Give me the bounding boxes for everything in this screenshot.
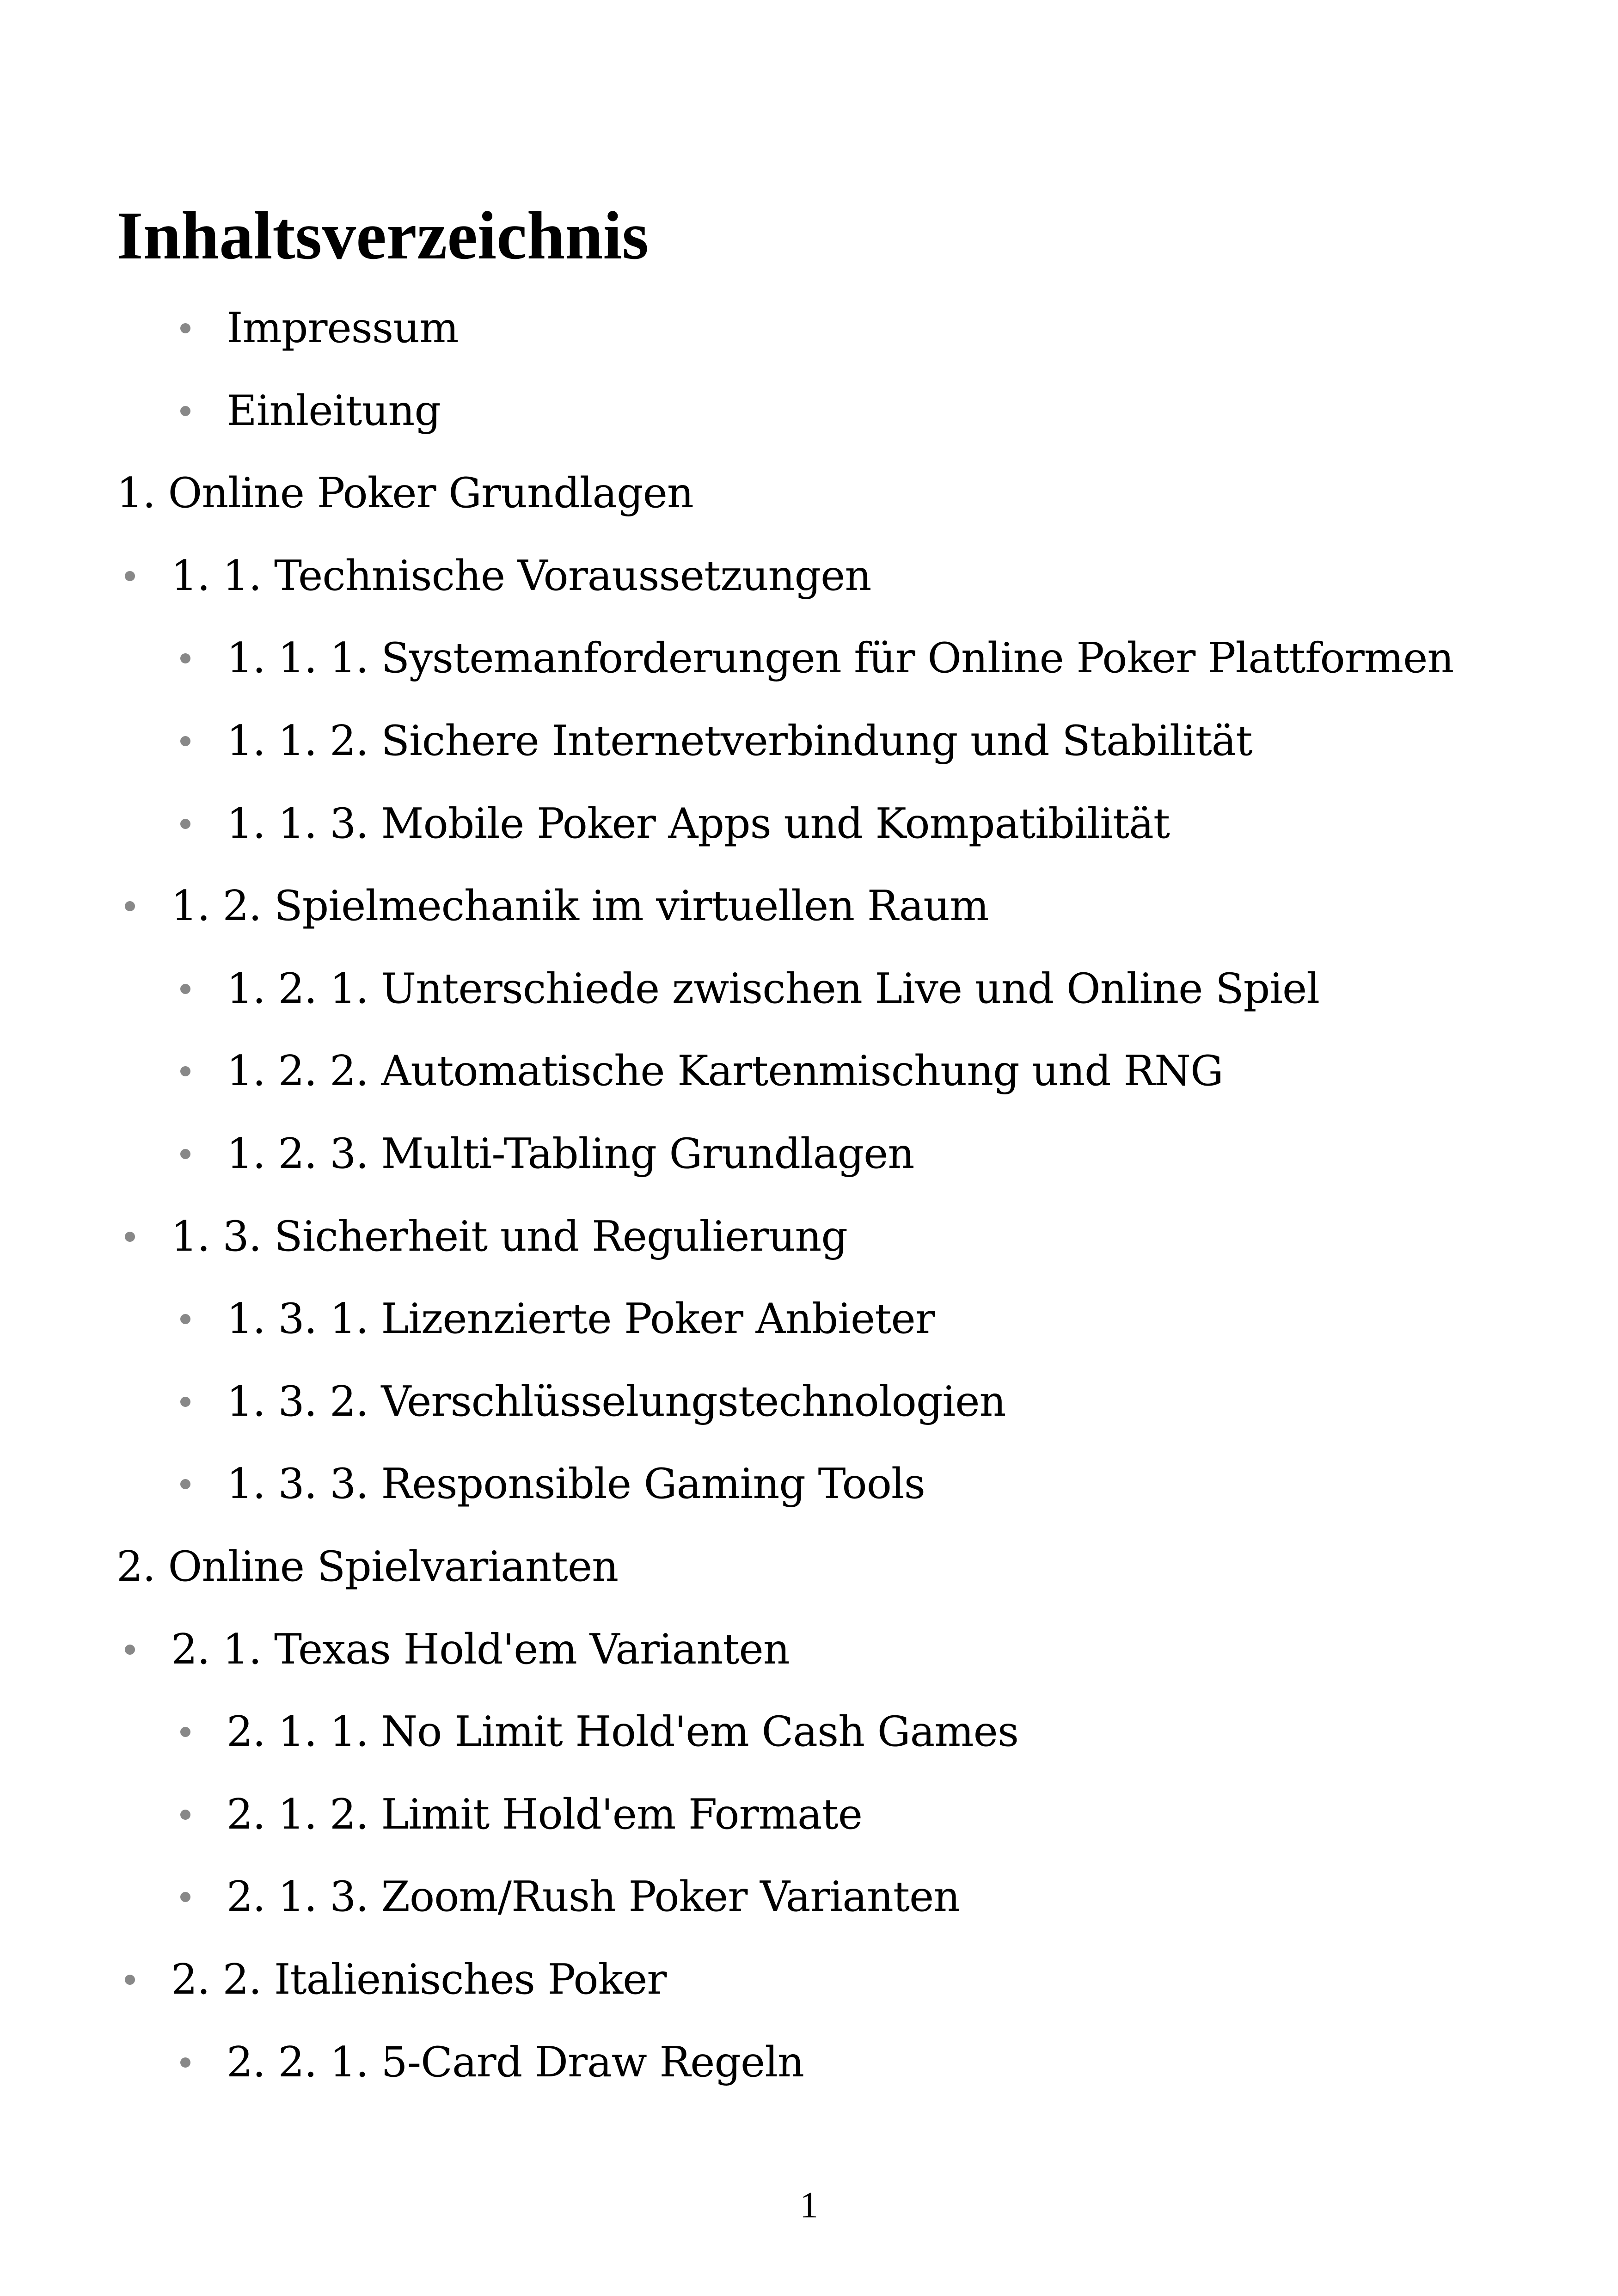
toc-entry[interactable]	[171, 546, 871, 606]
toc-entry[interactable]	[171, 1207, 847, 1267]
toc-entry-label: 1. 2. 2. Automatische Kartenmischung und RNG	[227, 1047, 1223, 1095]
toc-entry[interactable]	[171, 1950, 666, 2010]
bullet-icon	[180, 736, 190, 746]
toc-entry-label: 1. 3. 2. Verschlüsselungstechnologien	[227, 1377, 1006, 1426]
toc-entry-label: 1. 3. 1. Lizenzierte Poker Anbieter	[227, 1295, 935, 1343]
toc-entry-label: 1. 1. 3. Mobile Poker Apps und Kompatibilität	[227, 799, 1170, 848]
page-number: 1	[800, 2185, 818, 2226]
toc-entry-label: 1. 2. 3. Multi-Tabling Grundlagen	[227, 1130, 914, 1178]
bullet-icon	[180, 2057, 190, 2068]
toc-entry[interactable]	[171, 876, 989, 936]
toc-entry-label: 2. 1. 3. Zoom/Rush Poker Varianten	[227, 1872, 960, 1921]
toc-entry[interactable]	[227, 1867, 960, 1927]
bullet-icon	[125, 901, 135, 911]
toc-entry[interactable]	[227, 1041, 1223, 1101]
toc-entry[interactable]	[116, 463, 693, 523]
toc-entry[interactable]	[227, 1124, 914, 1184]
toc-entry-label: 2. 2. 1. 5-Card Draw Regeln	[227, 2038, 804, 2087]
bullet-icon	[180, 1727, 190, 1737]
toc-entry-label: 2. 1. 2. Limit Hold'em Formate	[227, 1790, 863, 1839]
bullet-icon	[180, 1149, 190, 1159]
toc-entry[interactable]	[227, 794, 1170, 854]
toc-entry-label: 1. 2. 1. Unterschiede zwischen Live und Online Spiel	[227, 964, 1320, 1013]
toc-entry-label: 2. 1. 1. No Limit Hold'em Cash Games	[227, 1707, 1019, 1756]
toc-entry-label: 1. 1. Technische Voraussetzungen	[171, 552, 871, 600]
bullet-icon	[125, 571, 135, 581]
bullet-icon	[180, 1810, 190, 1820]
toc-entry-label: 2. Online Spielvarianten	[116, 1542, 619, 1591]
toc-entry-label: 1. 1. 2. Sichere Internetverbindung und Stabilität	[227, 717, 1252, 765]
page-title: Inhaltsverzeichnis	[116, 198, 649, 274]
bullet-icon	[125, 1975, 135, 1985]
toc-entry[interactable]	[171, 1620, 790, 1680]
bullet-icon	[180, 1479, 190, 1489]
toc-entry[interactable]	[227, 628, 1453, 688]
toc-entry[interactable]	[227, 711, 1252, 771]
bullet-icon	[180, 984, 190, 994]
bullet-icon	[125, 1232, 135, 1242]
bullet-icon	[125, 1645, 135, 1655]
toc-entry[interactable]	[227, 1454, 925, 1514]
toc-entry[interactable]	[227, 2032, 804, 2093]
toc-entry[interactable]	[116, 1537, 618, 1597]
bullet-icon	[180, 1892, 190, 1902]
toc-entry-label: 2. 1. Texas Hold'em Varianten	[171, 1625, 790, 1674]
toc-entry[interactable]	[227, 381, 441, 441]
toc-entry-label: 2. 2. Italienisches Poker	[171, 1955, 667, 2004]
toc-entry-label: 1. 1. 1. Systemanforderungen für Online Poker Plattformen	[227, 634, 1454, 682]
bullet-icon	[180, 1314, 190, 1324]
bullet-icon	[180, 653, 190, 663]
toc-entry-label: 1. 2. Spielmechanik im virtuellen Raum	[171, 882, 989, 930]
bullet-icon	[180, 406, 190, 416]
toc-entry[interactable]	[227, 959, 1319, 1019]
toc-entry[interactable]	[227, 1372, 1005, 1432]
toc-entry[interactable]	[227, 1289, 935, 1349]
toc-entry-label: Impressum	[227, 304, 459, 352]
toc-entry-label: 1. Online Poker Grundlagen	[116, 469, 693, 517]
bullet-icon	[180, 323, 190, 333]
toc-entry-label: Einleitung	[227, 387, 441, 435]
toc-entry-label: 1. 3. 3. Responsible Gaming Tools	[227, 1460, 925, 1508]
bullet-icon	[180, 1066, 190, 1076]
toc-entry[interactable]	[227, 1702, 1018, 1762]
bullet-icon	[180, 1397, 190, 1407]
toc-entry[interactable]	[227, 1785, 862, 1845]
toc-entry-label: 1. 3. Sicherheit und Regulierung	[171, 1212, 847, 1261]
toc-entry[interactable]	[227, 298, 458, 358]
bullet-icon	[180, 819, 190, 829]
